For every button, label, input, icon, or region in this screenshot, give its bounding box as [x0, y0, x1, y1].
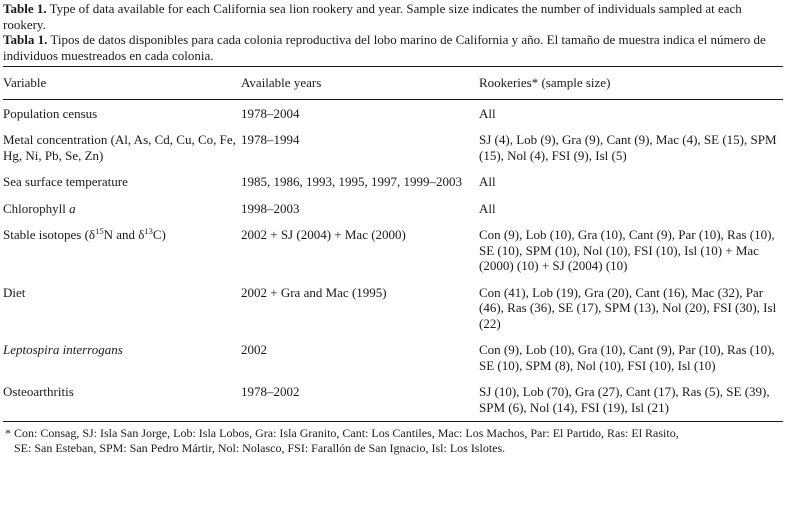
table-row — [3, 169, 783, 196]
cell-variable — [3, 196, 241, 223]
cell-rookeries: All — [479, 105, 496, 121]
table-row — [3, 379, 783, 421]
cell-years: 1978–1994 — [241, 132, 300, 147]
cell-years: 1998–2003 — [241, 200, 300, 216]
cell-rookeries: All — [479, 174, 496, 189]
caption-english-text: Type of data available for each California sea lion rookery and year. Sample size indicates the number of individuals sampled at each rookery. — [3, 1, 742, 32]
isotope-superscript: 15 — [95, 226, 104, 236]
cell-variable: Population census — [3, 105, 98, 121]
table-header-row — [3, 67, 783, 99]
cell-rookeries: SJ (4), Lob (9), Gra (9), Cant (9), Mac (4), SE (15), SPM (15), Nol (4), FSI (9), Isl (5) — [479, 132, 777, 163]
footnote-line: SE: San Esteban, SPM: San Pedro Mártir, Nol: Nolasco, FSI: Farallón de San Ignacio, Isl: Los Islotes. — [14, 441, 506, 455]
cell-rookeries: All — [479, 200, 496, 216]
cell-rookeries: Con (9), Lob (10), Gra (10), Cant (9), Par (10), Ras (10), SE (10), SPM (8), Nol (10), FSI (10), Isl (10) — [479, 342, 775, 373]
table-row — [3, 222, 783, 280]
caption-english-label: Table 1. — [3, 1, 47, 16]
caption-english — [3, 1, 783, 32]
cell-variable-italic: a — [69, 200, 76, 216]
table-row — [3, 196, 783, 223]
cell-variable-text: N and δ — [103, 227, 145, 242]
cell-variable: Metal concentration (Al, As, Cd, Cu, Co, Fe, Hg, Ni, Pb, Se, Zn) — [3, 132, 236, 163]
table-row — [3, 337, 783, 379]
cell-variable — [3, 222, 241, 280]
table-row — [3, 100, 783, 128]
cell-years: 2002 + Gra and Mac (1995) — [241, 284, 387, 300]
cell-rookeries: SJ (10), Lob (70), Gra (27), Cant (17), Ras (5), SE (39), SPM (6), Nol (14), FSI (19), Isl (21) — [479, 384, 770, 415]
header-available-years: Available years — [241, 75, 322, 90]
data-table — [3, 67, 783, 421]
cell-variable-text: Chlorophyll — [3, 200, 70, 216]
cell-rookeries: Con (9), Lob (10), Gra (10), Cant (9), Par (10), Ras (10), SE (10), SPM (10), Nol (10), FSI (10), Isl (10) + Mac (2000) (10) + SJ (2004) (10) — [479, 227, 775, 273]
caption-spanish-text: Tipos de datos disponibles para cada colonia reproductiva del lobo marino de California y año. El tamaño de muestra indica el número de individuos muestreados en cada colonia. — [3, 32, 766, 63]
cell-years: 1978–2002 — [241, 384, 300, 399]
table-row — [3, 280, 783, 338]
table-footnote — [3, 426, 783, 456]
cell-years: 2002 + SJ (2004) + Mac (2000) — [241, 227, 406, 242]
cell-variable: Diet — [3, 284, 26, 300]
cell-variable-text: Stable isotopes (δ — [3, 227, 96, 242]
cell-years: 1985, 1986, 1993, 1995, 1997, 1999–2003 — [241, 174, 462, 189]
cell-variable: Osteoarthritis — [3, 384, 74, 399]
header-rookeries: Rookeries* (sample size) — [479, 75, 611, 90]
cell-rookeries: Con (41), Lob (19), Gra (20), Cant (16), Mac (32), Par (46), Ras (36), SE (17), SPM (13), Nol (20), FSI (30), Isl (22) — [479, 284, 777, 331]
table-row — [3, 127, 783, 169]
footnote-line: * Con: Consag, SJ: Isla San Jorge, Lob: Isla Lobos, Gra: Isla Granito, Cant: Los Cantiles, Mac: Los Machos, Par: El Partido, Ras: El Rasito, — [5, 426, 679, 440]
document-page — [0, 1, 787, 508]
caption-spanish — [3, 32, 783, 63]
header-variable: Variable — [3, 75, 47, 90]
cell-variable-text: C) — [152, 227, 166, 242]
cell-years: 2002 — [241, 342, 267, 357]
cell-variable: Sea surface temperature — [3, 174, 128, 189]
cell-years: 1978–2004 — [241, 105, 300, 121]
cell-variable: Leptospira interrogans — [3, 342, 123, 357]
isotope-superscript: 13 — [144, 226, 153, 236]
table-bottom-rule — [3, 421, 783, 422]
caption-spanish-label: Tabla 1. — [3, 32, 48, 47]
